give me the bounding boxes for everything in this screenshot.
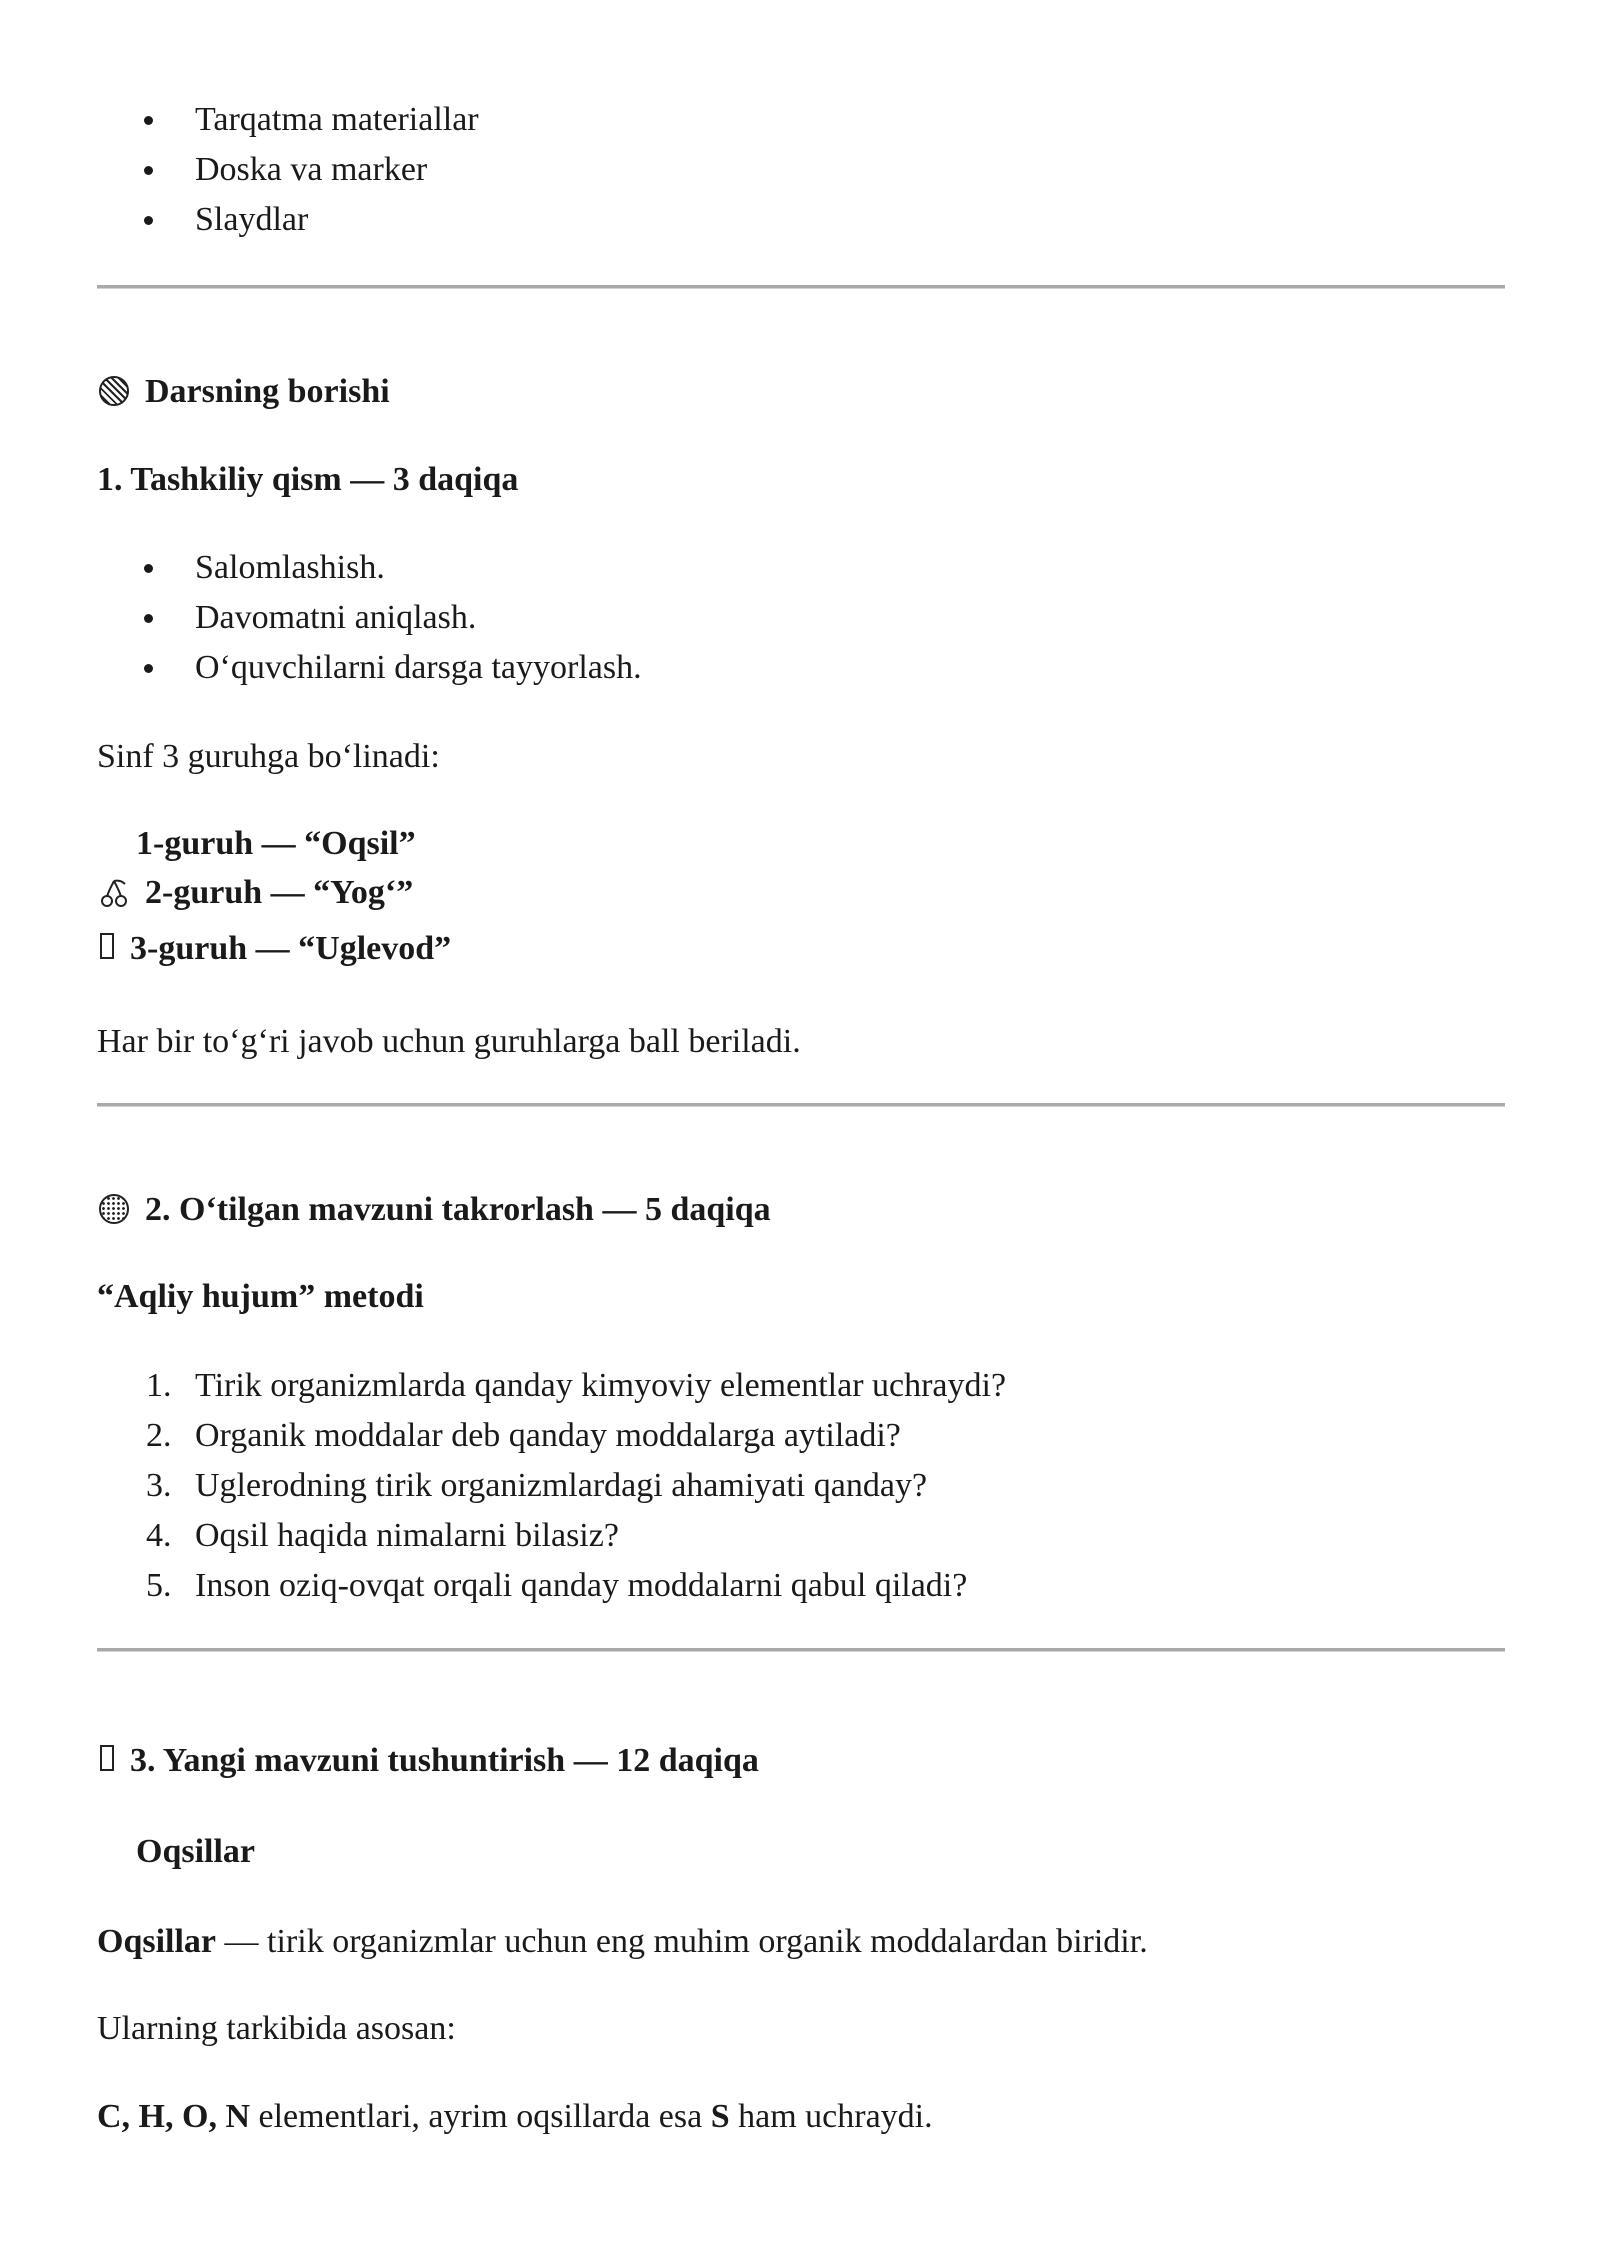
group-item: 2-guruh — “Yog‘” [145, 874, 414, 911]
bullet-dot [144, 216, 153, 225]
question-item: Tirik organizmlarda qanday kimyoviy elementlar uchraydi? [195, 1367, 1007, 1404]
sulfur-text: ham uchraydi. [729, 2098, 933, 2135]
question-item: Organik moddalar deb qanday moddalarga aytiladi? [195, 1417, 901, 1454]
scoring-note: Har bir to‘g‘ri javob uchun guruhlarga ball beriladi. [97, 1023, 801, 1060]
list-number: 5. [146, 1567, 172, 1604]
bullet-dot [144, 166, 153, 175]
definition-term: Oqsillar [97, 1923, 217, 1960]
missing-glyph-icon [100, 933, 114, 959]
section-heading: Darsning borishi [145, 373, 390, 410]
horizontal-rule [97, 1648, 1505, 1652]
dotted-circle-icon [99, 1194, 129, 1224]
list-number: 4. [146, 1517, 172, 1554]
section1-item: O‘quvchilarni darsga tayyorlash. [195, 649, 642, 686]
section1-item: Salomlashish. [195, 549, 385, 586]
list-number: 2. [146, 1417, 172, 1454]
elements-text: elementlari, ayrim oqsillarda esa [250, 2098, 711, 2135]
group-item: 1-guruh — “Oqsil” [136, 825, 416, 862]
bullet-dot [144, 116, 153, 125]
list-number: 3. [146, 1467, 172, 1504]
definition-text: — tirik organizmlar uchun eng muhim organik moddalardan biridir. [216, 1923, 1148, 1960]
materials-item: Tarqatma materiallar [195, 101, 479, 138]
method-title: “Aqliy hujum” metodi [97, 1278, 424, 1315]
list-number: 1. [146, 1367, 172, 1404]
horizontal-rule [97, 285, 1505, 289]
section3-subtitle: Oqsillar [136, 1833, 256, 1870]
missing-glyph-icon [100, 1745, 114, 1771]
elements-list: C, H, O, N [97, 2098, 250, 2135]
section2-title: 2. O‘tilgan mavzuni takrorlash — 5 daqiqa [145, 1191, 771, 1228]
section1-item: Davomatni aniqlash. [195, 599, 477, 636]
materials-item: Slaydlar [195, 201, 309, 238]
group-item: 3-guruh — “Uglevod” [130, 930, 452, 967]
section3-title: 3. Yangi mavzuni tushuntirish — 12 daqiqa [130, 1742, 759, 1779]
elements-paragraph [97, 2100, 933, 2134]
striped-circle-icon [99, 376, 129, 406]
composition-intro: Ularning tarkibida asosan: [97, 2010, 456, 2047]
cherries-icon [99, 878, 129, 908]
groups-intro: Sinf 3 guruhga bo‘linadi: [97, 738, 440, 775]
question-item: Oqsil haqida nimalarni bilasiz? [195, 1517, 619, 1554]
horizontal-rule [97, 1103, 1505, 1107]
bullet-dot [144, 664, 153, 673]
question-item: Uglerodning tirik organizmlardagi ahamiyati qanday? [195, 1467, 928, 1504]
question-item: Inson oziq-ovqat orqali qanday moddalarni qabul qiladi? [195, 1567, 968, 1604]
bullet-dot [144, 564, 153, 573]
sulfur-symbol: S [710, 2098, 730, 2135]
section1-title: 1. Tashkiliy qism — 3 daqiqa [97, 461, 519, 498]
materials-item: Doska va marker [195, 151, 428, 188]
bullet-dot [144, 614, 153, 623]
definition-paragraph [97, 1925, 1148, 1959]
